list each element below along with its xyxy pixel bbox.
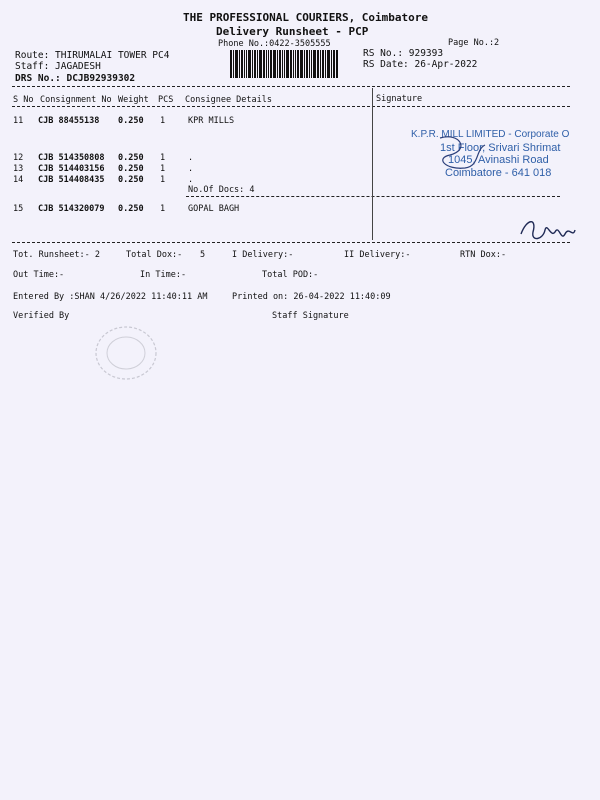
row-pcs: 1 — [160, 164, 166, 174]
header-consignee: Consignee Details — [185, 95, 272, 105]
phone-number: Phone No.:0422-3505555 — [218, 39, 331, 49]
header-pcs: PCS — [158, 95, 174, 105]
tot-runsheet: Tot. Runsheet:- 2 — [13, 250, 100, 260]
row-details: . — [188, 175, 194, 185]
staff: Staff: JAGADESH — [15, 61, 101, 72]
row-pcs: 1 — [160, 175, 166, 185]
barcode — [230, 50, 352, 78]
printed-on: Printed on: 26-04-2022 11:40:09 — [232, 292, 391, 302]
row-sno: 15 — [13, 204, 24, 214]
page-number: Page No.:2 — [448, 38, 500, 48]
row-weight: 0.250 — [118, 204, 144, 214]
rtn-dox: RTN Dox:- — [460, 250, 507, 260]
docs-rule — [186, 196, 560, 197]
header-weight: Weight — [118, 95, 149, 105]
out-time: Out Time:- — [13, 270, 65, 280]
rs-number: RS No.: 929393 — [363, 48, 444, 59]
header-sno: S No — [13, 95, 34, 105]
row-details: . — [188, 153, 194, 163]
receiver-signature — [515, 212, 577, 248]
document-title: Delivery Runsheet - PCP — [216, 25, 369, 38]
header-consignment: Consignment No — [40, 95, 112, 105]
row-weight: 0.250 — [118, 116, 144, 126]
ii-delivery: II Delivery:- — [344, 250, 411, 260]
row-consignment: CJB 514350808 — [38, 153, 105, 163]
signature-column-divider — [372, 88, 373, 240]
row-sno: 11 — [13, 116, 24, 126]
docs-count: No.Of Docs: 4 — [188, 185, 255, 195]
row-pcs: 1 — [160, 153, 166, 163]
row-pcs: 1 — [160, 116, 166, 126]
header-signature: Signature — [376, 94, 423, 104]
stamp-address-2: 1045, Avinashi Road — [448, 154, 549, 166]
row-sno: 13 — [13, 164, 24, 174]
total-pod: Total POD:- — [262, 270, 319, 280]
verified-by: Verified By — [13, 311, 70, 321]
row-weight: 0.250 — [118, 164, 144, 174]
rs-date: RS Date: 26-Apr-2022 — [363, 59, 478, 70]
entered-by: Entered By :SHAN 4/26/2022 11:40:11 AM — [13, 292, 208, 302]
table-top-rule — [12, 86, 570, 87]
row-sno: 14 — [13, 175, 24, 185]
route: Route: THIRUMALAI TOWER PC4 — [15, 50, 170, 61]
row-weight: 0.250 — [118, 153, 144, 163]
row-sno: 12 — [13, 153, 24, 163]
in-time: In Time:- — [140, 270, 187, 280]
row-weight: 0.250 — [118, 175, 144, 185]
table-header-rule — [12, 106, 570, 107]
staff-signature: Staff Signature — [272, 311, 349, 321]
signature-scribble — [430, 130, 490, 180]
stamp-address-3: Coimbatore - 641 018 — [445, 167, 552, 179]
stamp-address-1: 1st Floor, Srivari Shrimat — [440, 142, 561, 154]
row-consignment: CJB 514320079 — [38, 204, 105, 214]
drs-number: DRS No.: DCJB92939302 — [15, 73, 136, 84]
row-pcs: 1 — [160, 204, 166, 214]
round-seal — [92, 324, 160, 382]
total-dox-label: Total Dox:- — [126, 250, 183, 260]
total-dox-value: 5 — [200, 250, 206, 260]
row-consignment: CJB 88455138 — [38, 116, 100, 126]
stamp-company: K.P.R. MILL LIMITED - Corporate O — [411, 129, 570, 140]
row-details: . — [188, 164, 194, 174]
row-details: KPR MILLS — [188, 116, 235, 126]
company-name: THE PROFESSIONAL COURIERS, Coimbatore — [183, 11, 429, 24]
i-delivery: I Delivery:- — [232, 250, 294, 260]
row-consignment: CJB 514403156 — [38, 164, 105, 174]
row-consignment: CJB 514408435 — [38, 175, 105, 185]
row-details: GOPAL BAGH — [188, 204, 240, 214]
table-bottom-rule — [12, 242, 570, 243]
